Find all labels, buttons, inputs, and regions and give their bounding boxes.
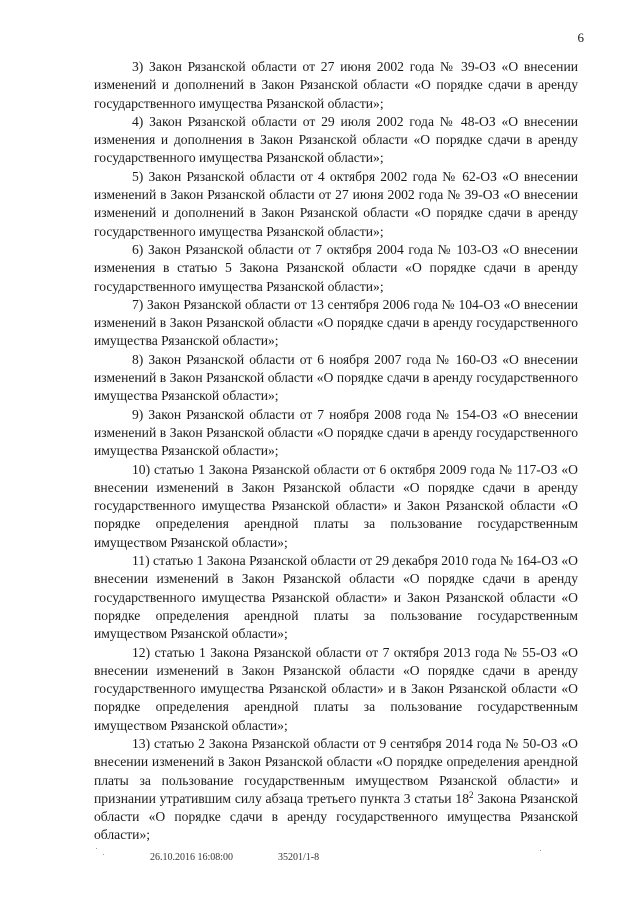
scan-speck [96, 848, 97, 849]
footer-doc-id: 35201/1-8 [278, 852, 320, 863]
scan-speck [540, 850, 541, 851]
list-item-3: 3) Закон Рязанской области от 27 июня 2002 года № 39-ОЗ «О внесении изменений и дополнений в Закон Рязанской области «О порядке сдачи в аренду государственного имущества Рязанской области»; [94, 59, 578, 111]
list-item-13-text-end: Закона Рязанской области «О порядке сдачи в аренду государственного имущества Рязанской области»; [94, 790, 578, 843]
list-item-8: 8) Закон Рязанской области от 6 ноября 2007 года № 160-ОЗ «О внесении изменений в Закон Рязанской области «О порядке сдачи в аренду государственного имущества Рязанской области»; [94, 351, 578, 404]
page-number: 6 [577, 30, 584, 45]
list-item-13 [94, 735, 578, 845]
superscript-index: 2 [469, 789, 474, 800]
list-item-5: 5) Закон Рязанской области от 4 октября 2002 года № 62-ОЗ «О внесении изменений в Закон Рязанской области от 27 июня 2002 года № 39-ОЗ «О внесении изменений и дополнений в Закон Рязанской области «О порядке сдачи в аренду государственного имущества Рязанской области»; [94, 168, 578, 239]
list-item-11: 11) статью 1 Закона Рязанской области от 29 декабря 2010 года № 164-ОЗ «О внесении изменений в Закон Рязанской области «О порядке сдачи в аренду государственного имущества Рязанской области» и Закон Рязанской области «О порядке определения арендной платы за пользование государственным имуществом Рязанской области»; [94, 553, 578, 642]
list-item-7: 7) Закон Рязанской области от 13 сентября 2006 года № 104-ОЗ «О внесении изменений в Закон Рязанской области «О порядке сдачи в аренду государственного имущества Рязанской области»; [94, 296, 578, 349]
scan-speck [103, 854, 104, 855]
list-item-12: 12) статью 1 Закона Рязанской области от 7 октября 2013 года № 55-ОЗ «О внесении изменений в Закон Рязанской области «О порядке сдачи в аренду государственного имущества Рязанской области» и в Закон Рязанской области «О порядке определения арендной платы за пользование государственным имуществом Рязанской области»; [94, 644, 578, 733]
list-item-10: 10) статью 1 Закона Рязанской области от 6 октября 2009 года № 117-ОЗ «О внесении изменений в Закон Рязанской области «О порядке сдачи в аренду государственного имущества Рязанской области» и Закон Рязанской области «О порядке определения арендной платы за пользование государственным имуществом Рязанской области»; [94, 461, 578, 550]
list-item-9: 9) Закон Рязанской области от 7 ноября 2008 года № 154-ОЗ «О внесении изменений в Закон Рязанской области «О порядке сдачи в аренду государственного имущества Рязанской области»; [94, 406, 578, 459]
footer-timestamp: 26.10.2016 16:08:00 [150, 852, 234, 863]
list-item-13-text-start: 13) статью 2 Закона Рязанской области от 9 сентября 2014 года № 50-ОЗ «О внесении изменений в Закон Рязанской области «О порядке определения арендной платы за пользование государственным имуществом Рязанской области» и признании утратившим силу абзаца третьего пункта 3 статьи 18 [94, 735, 578, 806]
document-body [94, 58, 578, 845]
list-item-4: 4) Закон Рязанской области от 29 июля 2002 года № 48-ОЗ «О внесении изменения и дополнения в Закон Рязанской области «О порядке сдачи в аренду государственного имущества Рязанской области»; [94, 113, 578, 166]
list-item-6: 6) Закон Рязанской области от 7 октября 2004 года № 103-ОЗ «О внесении изменения в статью 5 Закона Рязанской области «О порядке сдачи в аренду государственного имущества Рязанской области»; [94, 241, 578, 294]
